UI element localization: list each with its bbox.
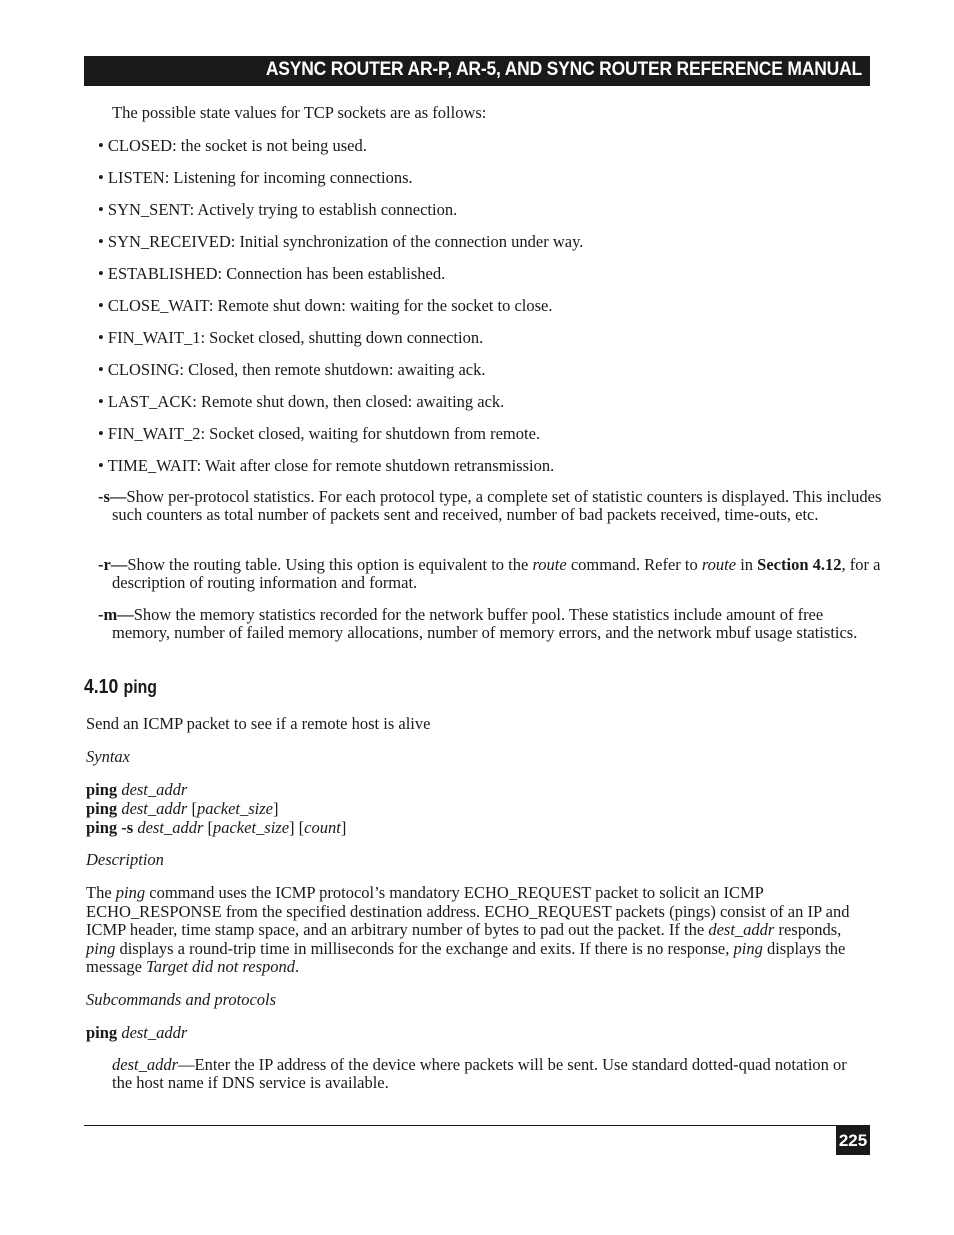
- list-item: • SYN_SENT: Actively trying to establish connection.: [98, 200, 458, 219]
- option-text: command. Refer to: [566, 555, 702, 574]
- list-item: • ESTABLISHED: Connection has been established.: [98, 264, 446, 283]
- list-item: • CLOSING: Closed, then remote shutdown: awaiting ack.: [98, 360, 486, 379]
- description-body: The ping command uses the ICMP protocol’s mandatory ECHO_REQUEST packet to solicit an ICMP ECHO_RESPONSE from the specified destination address. ECHO_REQUEST packets (pings) consist of an IP and ICMP header, time stamp space, and an arbitrary number of bytes to pad out the packet. If the dest_addr responds, ping displays a round-trip time in milliseconds for the exchange and exits. If there is no response, ping displays the message Target did not respond.: [86, 883, 850, 976]
- section-name: ping: [123, 677, 157, 697]
- command-ref: ping: [115, 883, 146, 902]
- command-summary: Send an ICMP packet to see if a remote host is alive: [86, 714, 431, 733]
- option-text: , for a description of routing information and format.: [112, 555, 881, 592]
- message-text: Target did not respond: [146, 957, 296, 976]
- page-number: 225: [836, 1126, 870, 1155]
- syntax-arg: dest_addr: [121, 1023, 188, 1042]
- subcommand-line: [86, 1024, 872, 1043]
- section-link[interactable]: Section 4.12: [757, 555, 842, 574]
- dest-addr-description: [112, 1056, 852, 1092]
- intro-text: The possible state values for TCP sockets are as follows:: [112, 103, 487, 122]
- footer-rule: [84, 1125, 870, 1126]
- syntax-command: ping: [86, 799, 118, 818]
- option-flag: -m—: [98, 605, 134, 624]
- option-flag: -s—: [98, 487, 127, 506]
- syntax-line: [86, 781, 872, 800]
- syntax-command: ping: [86, 780, 118, 799]
- syntax-arg: dest_addr: [137, 818, 204, 837]
- option-text: Show the routing table. Using this option is equivalent to the: [127, 555, 533, 574]
- arg-ref: dest_addr: [708, 920, 775, 939]
- syntax-line: ping dest_addr [packet_size]: [86, 799, 279, 818]
- option-text: Show per-protocol statistics. For each protocol type, a complete set of statistic counters is displayed. This includes such counters as total number of packets sent and received, number of bad packets received, time-outs, etc.: [112, 487, 882, 524]
- option-s: [98, 488, 884, 524]
- arg-description: —Enter the IP address of the device where packets will be sent. Use standard dotted-quad notation or the host name if DNS service is available.: [112, 1055, 847, 1092]
- arg-term: dest_addr: [112, 1055, 178, 1074]
- syntax-optional-arg: packet_size: [212, 818, 290, 837]
- list-item: • LAST_ACK: Remote shut down, then closed: awaiting ack.: [98, 392, 505, 411]
- syntax-line: ping -s dest_addr [packet_size] [count]: [86, 818, 347, 837]
- option-r: [98, 556, 884, 592]
- command-ref: route: [532, 555, 567, 574]
- list-item: • FIN_WAIT_2: Socket closed, waiting for shutdown from remote.: [98, 424, 541, 443]
- option-text: Show the memory statistics recorded for the network buffer pool. These statistics include amount of free memory, number of failed memory allocations, number of memory errors, and the network mbuf usage statistics.: [112, 605, 858, 642]
- syntax-label: Syntax: [86, 747, 130, 766]
- option-m: [98, 606, 884, 642]
- syntax-arg: dest_addr: [121, 799, 188, 818]
- option-text: in: [736, 555, 758, 574]
- list-item: • TIME_WAIT: Wait after close for remote shutdown retransmission.: [98, 456, 555, 475]
- header-bar: [84, 56, 870, 86]
- list-item: • SYN_RECEIVED: Initial synchronization of the connection under way.: [98, 232, 584, 251]
- list-item: • CLOSE_WAIT: Remote shut down: waiting for the socket to close.: [98, 296, 553, 315]
- manual-title: ASYNC ROUTER AR-P, AR-5, AND SYNC ROUTER REFERENCE MANUAL: [265, 59, 862, 80]
- command-ref: ping: [733, 938, 763, 958]
- list-item: • CLOSED: the socket is not being used.: [98, 136, 367, 155]
- command-ref: ping: [86, 938, 116, 958]
- option-flag: -r—: [98, 555, 128, 574]
- syntax-command: ping -s: [86, 818, 134, 837]
- list-item: • LISTEN: Listening for incoming connections.: [98, 168, 413, 187]
- subcommands-label: Subcommands and protocols: [86, 990, 277, 1009]
- section-number: 4.10: [84, 676, 119, 698]
- syntax-arg: dest_addr: [121, 780, 188, 799]
- syntax-optional-arg: count: [304, 818, 341, 837]
- section-heading: [84, 676, 157, 699]
- list-item: • FIN_WAIT_1: Socket closed, shutting down connection.: [98, 328, 484, 347]
- command-ref: route: [701, 555, 737, 574]
- description-label: Description: [86, 850, 164, 869]
- syntax-command: ping: [86, 1023, 118, 1042]
- syntax-optional-arg: packet_size: [196, 799, 273, 818]
